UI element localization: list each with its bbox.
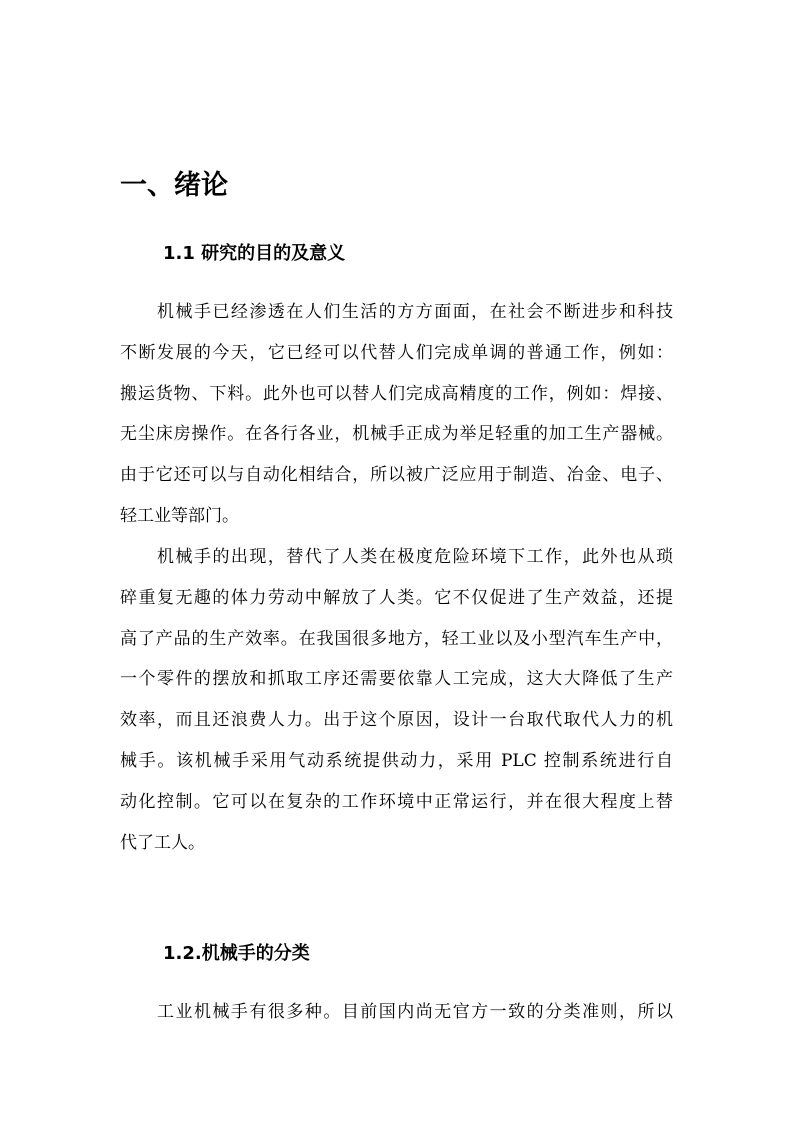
paragraph-line: 械手。该机械手采用气动系统提供动力，采用 PLC 控制系统进行自 xyxy=(120,750,673,771)
paragraph-line: 轻工业等部门。 xyxy=(120,505,239,526)
paragraph-classification xyxy=(120,992,673,1033)
paragraph-line: 代了工人。 xyxy=(120,832,205,853)
paragraph-line: 一个零件的摆放和抓取工序还需要依靠人工完成，这大大降低了生产 xyxy=(120,669,673,690)
paragraph-line: 工业机械手有很多种。目前国内尚无官方一致的分类准则，所以 xyxy=(157,1002,673,1022)
paragraph-line: 由于它还可以与自动化相结合，所以被广泛应用于制造、冶金、电子、 xyxy=(120,465,673,486)
paragraph-purpose xyxy=(120,292,673,537)
paragraph-line: 不断发展的今天，它已经可以代替人们完成单调的普通工作，例如： xyxy=(120,342,673,363)
paragraph-significance xyxy=(120,537,673,863)
paragraph-line: 搬运货物、下料。此外也可以替人们完成高精度的工作，例如：焊接、 xyxy=(120,383,673,404)
section-heading-1-1: 1.1 研究的目的及意义 xyxy=(163,243,346,264)
paragraph-line: 无尘床房操作。在各行各业，机械手正成为举足轻重的加工生产器械。 xyxy=(120,424,673,445)
paragraph-line: 机械手已经渗透在人们生活的方方面面，在社会不断进步和科技 xyxy=(157,302,673,322)
paragraph-line: 动化控制。它可以在复杂的工作环境中正常运行，并在很大程度上替 xyxy=(120,791,673,812)
section-heading-1-2: 1.2.机械手的分类 xyxy=(163,943,310,964)
paragraph-line: 机械手的出现，替代了人类在极度危险环境下工作，此外也从琐 xyxy=(157,547,673,567)
paragraph-line: 碎重复无趣的体力劳动中解放了人类。它不仅促进了生产效益，还提 xyxy=(120,587,673,608)
chapter-title: 一、绪论 xyxy=(120,170,228,201)
paragraph-line: 高了产品的生产效率。在我国很多地方，轻工业以及小型汽车生产中， xyxy=(120,628,673,649)
paragraph-line: 效率，而且还浪费人力。出于这个原因，设计一台取代取代人力的机 xyxy=(120,710,673,731)
